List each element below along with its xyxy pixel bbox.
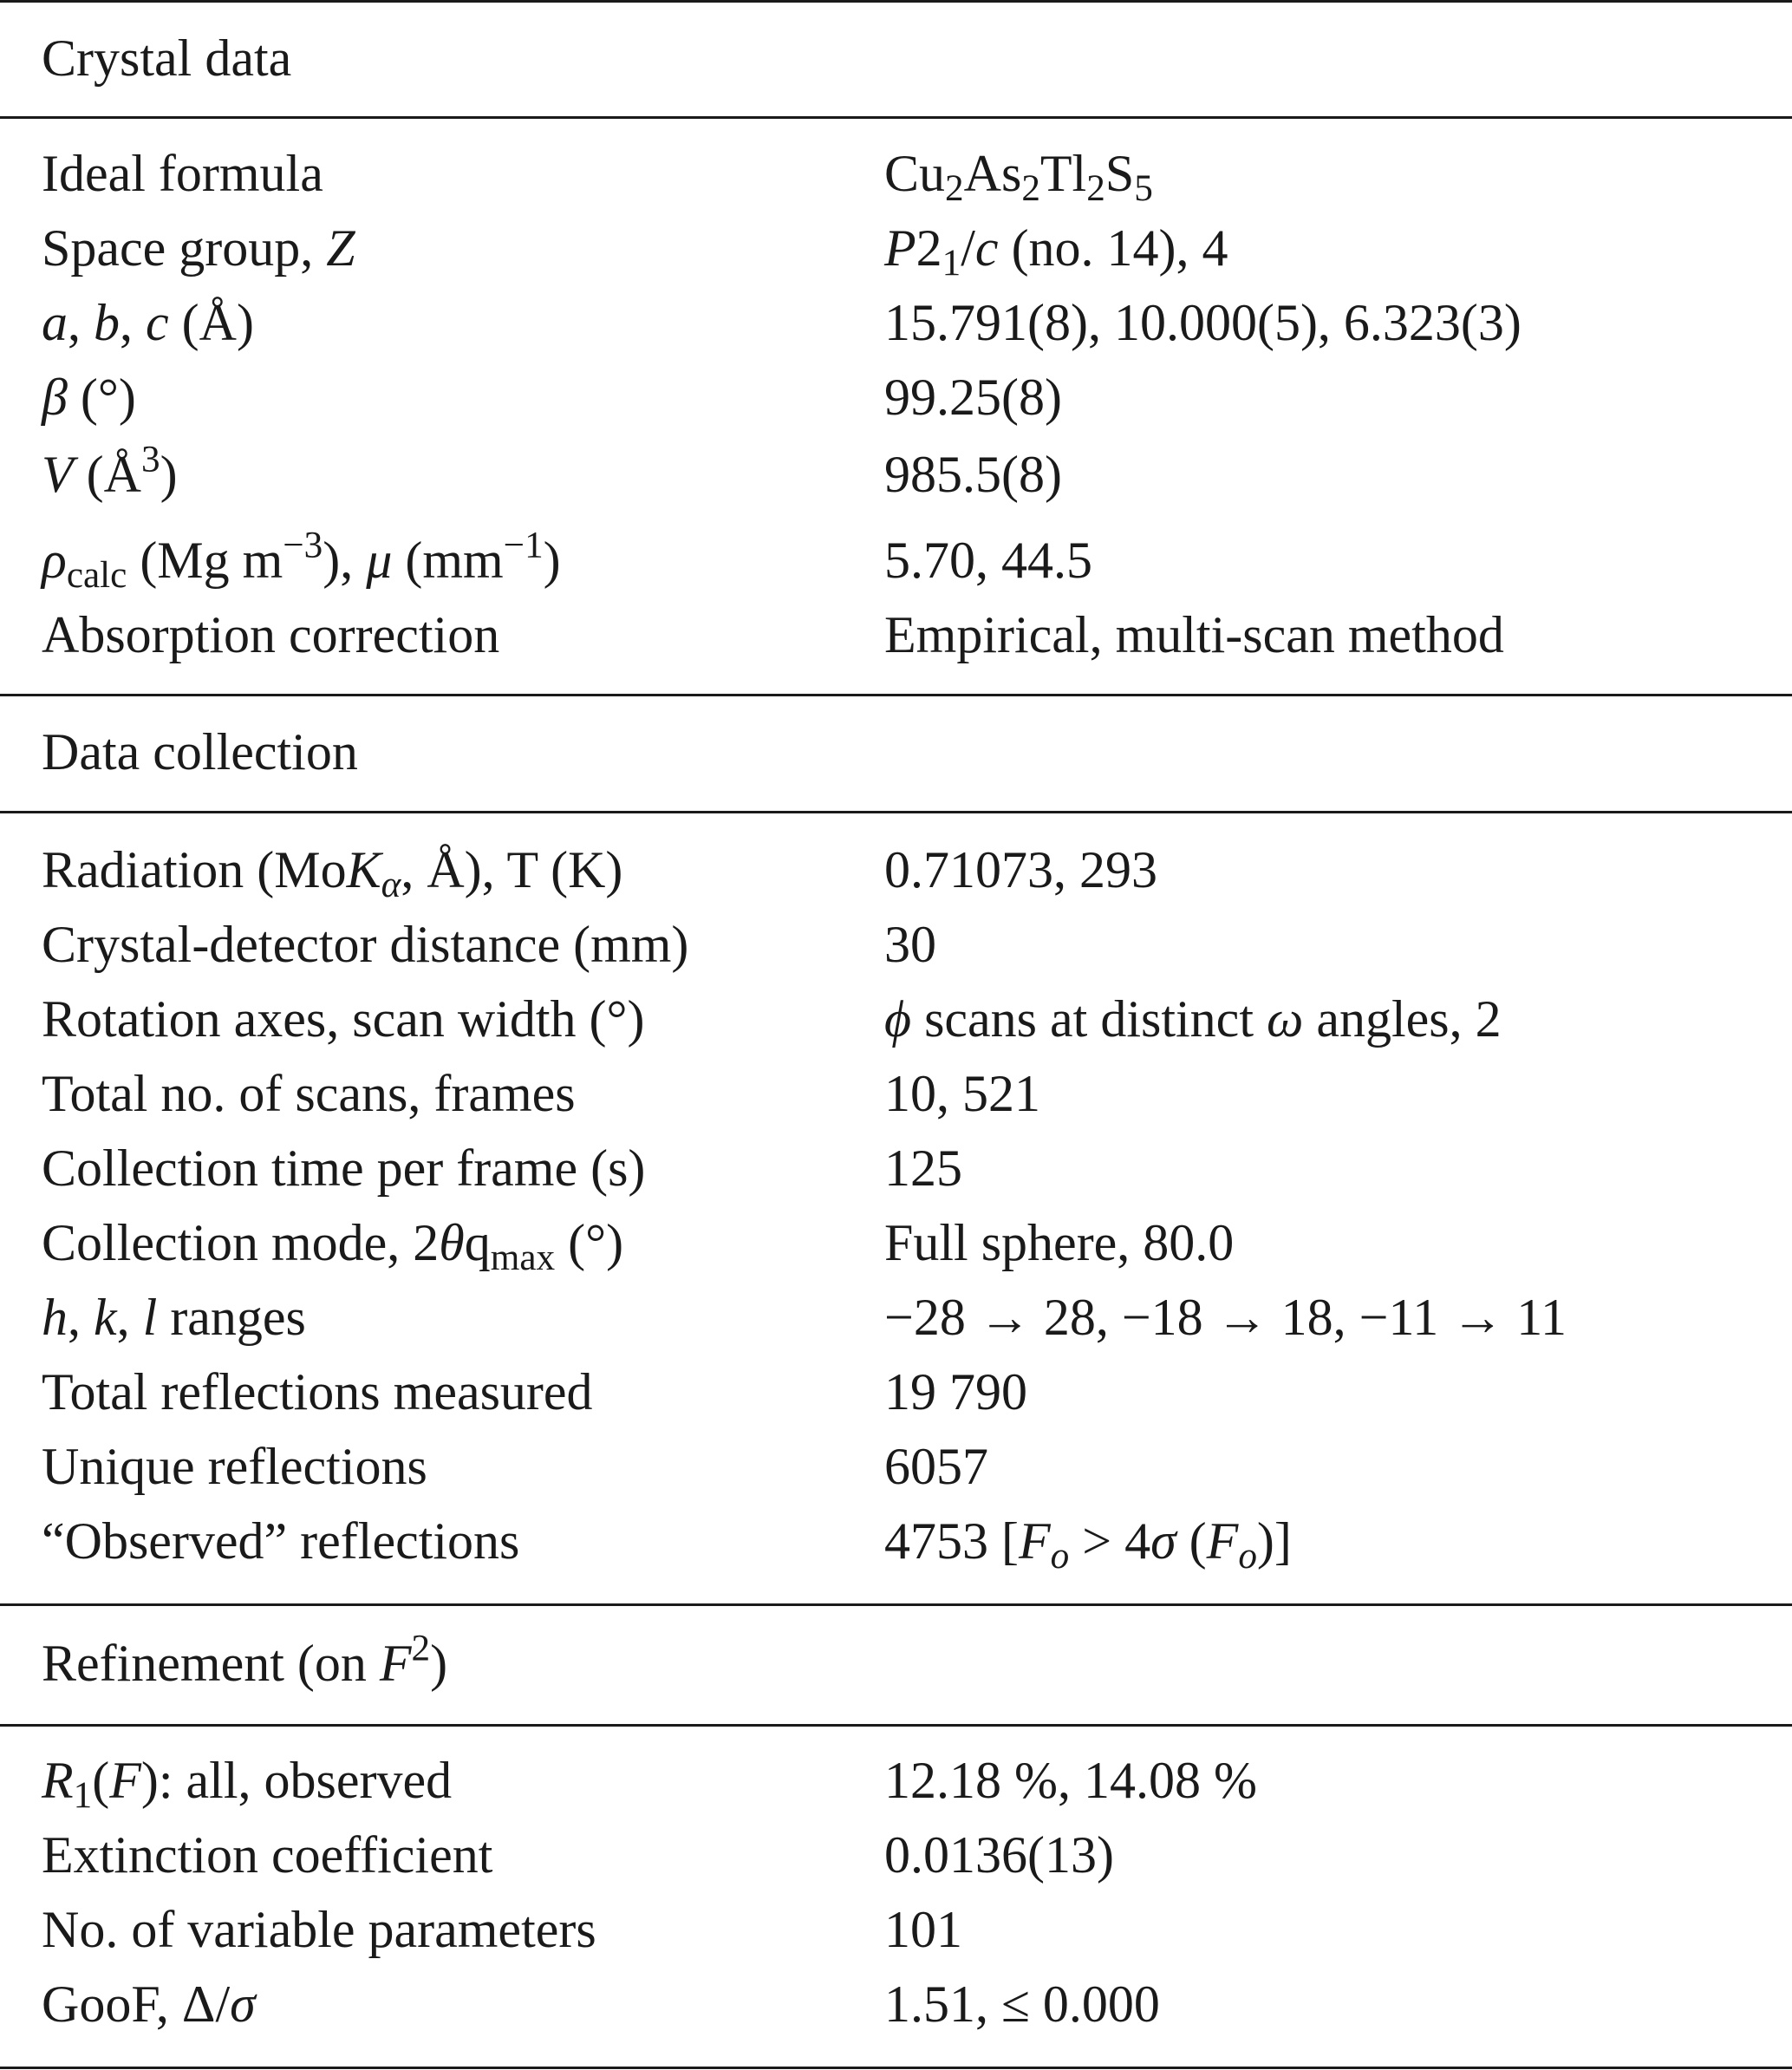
table-row bbox=[0, 211, 1792, 285]
table-row bbox=[0, 597, 1792, 672]
table-row bbox=[0, 1892, 1792, 1967]
table-row bbox=[0, 1429, 1792, 1504]
table-row bbox=[0, 1967, 1792, 2041]
row-value: 985.5(8) bbox=[884, 446, 1062, 503]
table-row bbox=[0, 907, 1792, 982]
row-label: Total no. of scans, frames bbox=[42, 1065, 576, 1122]
rule-refinement-header bbox=[0, 1724, 1792, 1727]
table-row bbox=[0, 437, 1792, 512]
table-row bbox=[0, 1205, 1792, 1280]
rule-top bbox=[0, 0, 1792, 3]
table-row bbox=[0, 982, 1792, 1056]
row-label: h, k, l ranges bbox=[42, 1289, 306, 1346]
row-value: 4753 [$F_o > 4\sigma$ $(F_o)$] bbox=[884, 1512, 1292, 1577]
row-value: 15.791(8), 10.000(5), 6.323(3) bbox=[884, 294, 1522, 351]
row-label: β (°) bbox=[42, 369, 136, 426]
row-value: 10, 521 bbox=[884, 1065, 1040, 1122]
row-label: Collection time per frame (s) bbox=[42, 1139, 646, 1197]
row-label: Rotation axes, scan width (°) bbox=[42, 990, 645, 1048]
table-row bbox=[0, 833, 1792, 907]
row-label: No. of variable parameters bbox=[42, 1901, 596, 1958]
section-title-refinement: Refinement (on $F^2$) bbox=[42, 1628, 448, 1692]
row-label: Absorption correction bbox=[42, 606, 500, 663]
row-value: 12.18 %, 14.08 % bbox=[884, 1752, 1257, 1809]
row-value: 125 bbox=[884, 1139, 962, 1197]
table-row bbox=[0, 285, 1792, 360]
table-row bbox=[0, 1504, 1792, 1578]
row-label: a, b, c (Å) bbox=[42, 294, 254, 351]
row-value: 101 bbox=[884, 1901, 962, 1958]
rule-data-collection-header bbox=[0, 811, 1792, 813]
row-value: Empirical, multi-scan method bbox=[884, 606, 1504, 663]
table-row bbox=[0, 1131, 1792, 1205]
row-value: 30 bbox=[884, 916, 936, 973]
row-value: 99.25(8) bbox=[884, 369, 1062, 426]
row-label: Radiation (MoK$_\alpha$, Å), T (K) bbox=[42, 841, 623, 905]
row-value: 19 790 bbox=[884, 1363, 1027, 1420]
row-value: 0.71073, 293 bbox=[884, 841, 1157, 898]
row-value: 5.70, 44.5 bbox=[884, 532, 1092, 589]
row-value: Full sphere, 80.0 bbox=[884, 1214, 1235, 1271]
row-label: Unique reflections bbox=[42, 1438, 427, 1495]
row-label: Total reflections measured bbox=[42, 1363, 593, 1420]
row-value: $P2_1/c$ (no. 14), 4 bbox=[884, 219, 1228, 284]
table-row bbox=[0, 360, 1792, 434]
table-row bbox=[0, 1355, 1792, 1429]
row-label: Extinction coefficient bbox=[42, 1826, 493, 1884]
row-label: Collection mode, $2\theta q_{max}$ (°) bbox=[42, 1214, 624, 1278]
table-row bbox=[0, 1280, 1792, 1355]
row-label: Ideal formula bbox=[42, 145, 323, 202]
section-title-crystal-data: Crystal data bbox=[42, 29, 292, 87]
row-value: $Cu_2As_2Tl_2S_5$ bbox=[884, 145, 1153, 209]
row-label: “Observed” reflections bbox=[42, 1512, 520, 1570]
section-title-data-collection: Data collection bbox=[42, 723, 358, 780]
rule-bottom bbox=[0, 2067, 1792, 2069]
row-value: −28 → 28, −18 → 18, −11 → 11 bbox=[884, 1289, 1567, 1346]
table-row bbox=[0, 1743, 1792, 1818]
row-label: $\rho_{calc}$ (Mg $m^{-3}$), μ $(mm^{-1})$ bbox=[42, 525, 561, 596]
row-value: 1.51, ≤ 0.000 bbox=[884, 1975, 1160, 2033]
row-label: GooF, Δ/σ bbox=[42, 1975, 256, 2033]
rule-crystal-data-end bbox=[0, 694, 1792, 696]
rule-crystal-data-header bbox=[0, 116, 1792, 119]
row-value: 0.0136(13) bbox=[884, 1826, 1114, 1884]
table-row bbox=[0, 1818, 1792, 1892]
row-label: V $(Å^3)$ bbox=[42, 439, 178, 503]
table-row bbox=[0, 523, 1792, 597]
row-value: 6057 bbox=[884, 1438, 988, 1495]
row-label: Crystal-detector distance (mm) bbox=[42, 916, 689, 973]
table-row bbox=[0, 1056, 1792, 1131]
row-value: ϕ scans at distinct ω angles, 2 bbox=[884, 990, 1502, 1048]
table-row bbox=[0, 136, 1792, 211]
row-label: Space group, Z bbox=[42, 219, 355, 277]
row-label: $R_1(F)$: all, observed bbox=[42, 1752, 453, 1816]
rule-data-collection-end bbox=[0, 1603, 1792, 1606]
